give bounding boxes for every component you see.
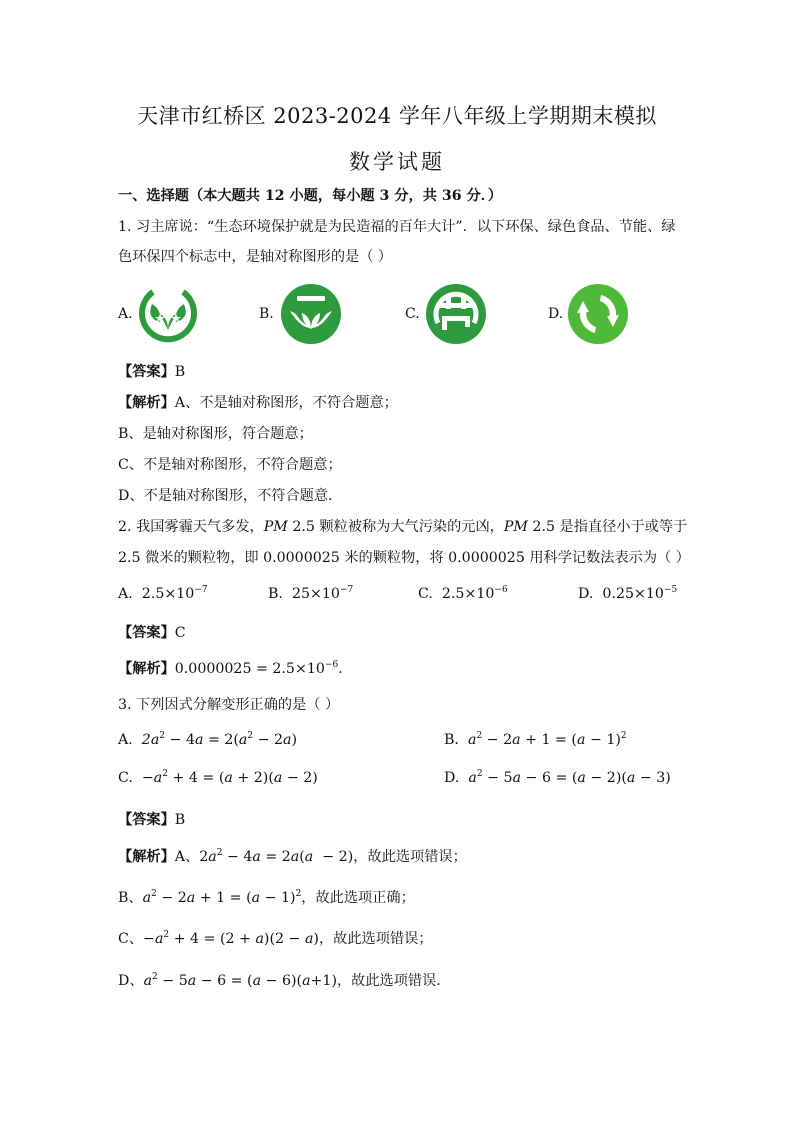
analysis-prefix: B、 bbox=[118, 890, 143, 906]
q1-stem-line2: 色环保四个标志中，是轴对称图形的是（ ） bbox=[118, 249, 393, 265]
q2-stem-line2: 2.5 微米的颗粒物，即 0.0000025 米的颗粒物，将 0.0000025 用科学记数法表示为（ ） bbox=[118, 550, 690, 566]
analysis-prefix: C、 bbox=[118, 931, 144, 947]
answer-label: 【答案】 bbox=[118, 625, 175, 641]
q2-analysis bbox=[118, 659, 684, 679]
answer-label: 【答案】 bbox=[118, 364, 175, 380]
q1-analysis-line2: B、是轴对称图形，符合题意； bbox=[118, 426, 313, 442]
q2-answer bbox=[118, 623, 684, 643]
q2-option-b bbox=[268, 586, 353, 602]
q3-option-b: B. $a^2 - 2a + 1 = (a - 1)^2$ bbox=[444, 731, 627, 748]
q3-analysis-d: D、$a^2 - 5a - 6 = (a - 6)(a+1)$，故此选项错误． bbox=[118, 972, 451, 989]
document-subtitle: 数学试题 bbox=[349, 150, 445, 174]
option-base: 25×10 bbox=[291, 586, 340, 602]
option-label: A. bbox=[118, 586, 133, 602]
energy-saving-logo-icon bbox=[425, 283, 487, 345]
q3-option-a: A. $2a^2 - 4a = 2(a^2 - 2a)$ bbox=[118, 731, 298, 748]
q3-answer bbox=[118, 810, 684, 830]
q1-answer bbox=[118, 362, 684, 382]
q3-stem: 3. 下列因式分解变形正确的是（ ） bbox=[118, 697, 340, 713]
analysis-text: A、不是轴对称图形，不符合题意； bbox=[174, 395, 398, 411]
analysis-label: 【解析】 bbox=[118, 849, 175, 865]
q3-option-d: D. $a^2 - 5a - 6 = (a - 2)(a - 3)$ bbox=[444, 769, 671, 786]
analysis-suffix: ，故此选项错误； bbox=[353, 849, 467, 865]
q1-option-d-label: D. bbox=[548, 306, 564, 322]
analysis-prefix: D、 bbox=[118, 973, 144, 989]
q2-text-c: 2.5 是指直径小于或等于 bbox=[527, 519, 688, 535]
document-title: 天津市红桥区 2023-2024 学年八年级上学期期末模拟 bbox=[137, 104, 657, 128]
section-heading: 一、选择题（本大题共 12 小题，每小题 3 分，共 36 分．） bbox=[118, 188, 503, 204]
option-label: C. bbox=[418, 586, 433, 602]
option-label: D. bbox=[578, 586, 594, 602]
analysis-prefix: A、 bbox=[174, 849, 200, 865]
green-food-logo-icon bbox=[280, 283, 342, 345]
answer-value: B bbox=[174, 812, 186, 828]
q2-stem-line1 bbox=[118, 517, 688, 537]
q1-option-b-label: B. bbox=[259, 306, 274, 322]
answer-value: C bbox=[174, 625, 186, 641]
q3-option-c: C. $-a^2 + 4 = (a + 2)(a - 2)$ bbox=[118, 769, 318, 786]
option-base: 2.5×10 bbox=[141, 586, 195, 602]
option-label: B. bbox=[444, 732, 459, 748]
option-label: A. bbox=[118, 732, 133, 748]
recycle-logo-icon bbox=[567, 283, 629, 345]
analysis-label: 【解析】 bbox=[118, 661, 175, 677]
analysis-exp: −6 bbox=[324, 660, 339, 670]
q2-option-c bbox=[418, 586, 508, 602]
q2-text-b: 2.5 颗粒被称为大气污染的元凶， bbox=[287, 519, 504, 535]
environmental-logo-icon bbox=[138, 284, 198, 344]
answer-label: 【答案】 bbox=[118, 812, 175, 828]
option-exp: −7 bbox=[339, 585, 354, 595]
analysis-suffix: ，故此选项错误； bbox=[318, 931, 433, 947]
q1-stem-line1: 1. 习主席说：“生态环境保护就是为民造福的百年大计”．以下环保、绿色食品、节能、绿 bbox=[118, 219, 676, 235]
option-label: C. bbox=[118, 770, 133, 786]
q1-analysis-line3: C、不是轴对称图形，不符合题意； bbox=[118, 457, 342, 473]
analysis-suffix: ，故此选项正确； bbox=[301, 890, 415, 906]
q1-analysis-line4: D、不是轴对称图形，不符合题意． bbox=[118, 488, 343, 504]
q2-text-a: 2. 我国雾霾天气多发， bbox=[118, 519, 264, 535]
option-exp: −5 bbox=[663, 585, 678, 595]
option-label: D. bbox=[444, 770, 460, 786]
q2-option-d bbox=[578, 586, 677, 602]
analysis-base: 0.0000025 = 2.5×10 bbox=[174, 661, 325, 677]
q3-analysis-b: B、$a^2 - 2a + 1 = (a - 1)^2$，故此选项正确； bbox=[118, 889, 415, 906]
analysis-label: 【解析】 bbox=[118, 395, 175, 411]
option-exp: −7 bbox=[194, 585, 208, 595]
analysis-end: ． bbox=[338, 661, 353, 677]
option-base: 0.25×10 bbox=[602, 586, 664, 602]
option-exp: −6 bbox=[494, 585, 508, 595]
option-base: 2.5×10 bbox=[441, 586, 495, 602]
q3-analysis-a: 【解析】A、$2a^2 - 4a = 2a(a - 2)$，故此选项错误； bbox=[118, 848, 467, 865]
answer-value: B bbox=[174, 364, 186, 380]
q1-option-c-label: C. bbox=[405, 306, 420, 322]
q3-analysis-c: C、$-a^2 + 4 = (2 + a)(2 - a)$，故此选项错误； bbox=[118, 930, 433, 947]
option-label: B. bbox=[268, 586, 283, 602]
q2-pm-2: PM bbox=[503, 519, 528, 535]
q1-analysis-line1 bbox=[118, 393, 684, 413]
analysis-suffix: ，故此选项错误． bbox=[336, 973, 451, 989]
q2-pm-1: PM bbox=[263, 519, 288, 535]
q1-option-a-label: A. bbox=[118, 306, 133, 322]
q2-option-a bbox=[118, 586, 208, 602]
